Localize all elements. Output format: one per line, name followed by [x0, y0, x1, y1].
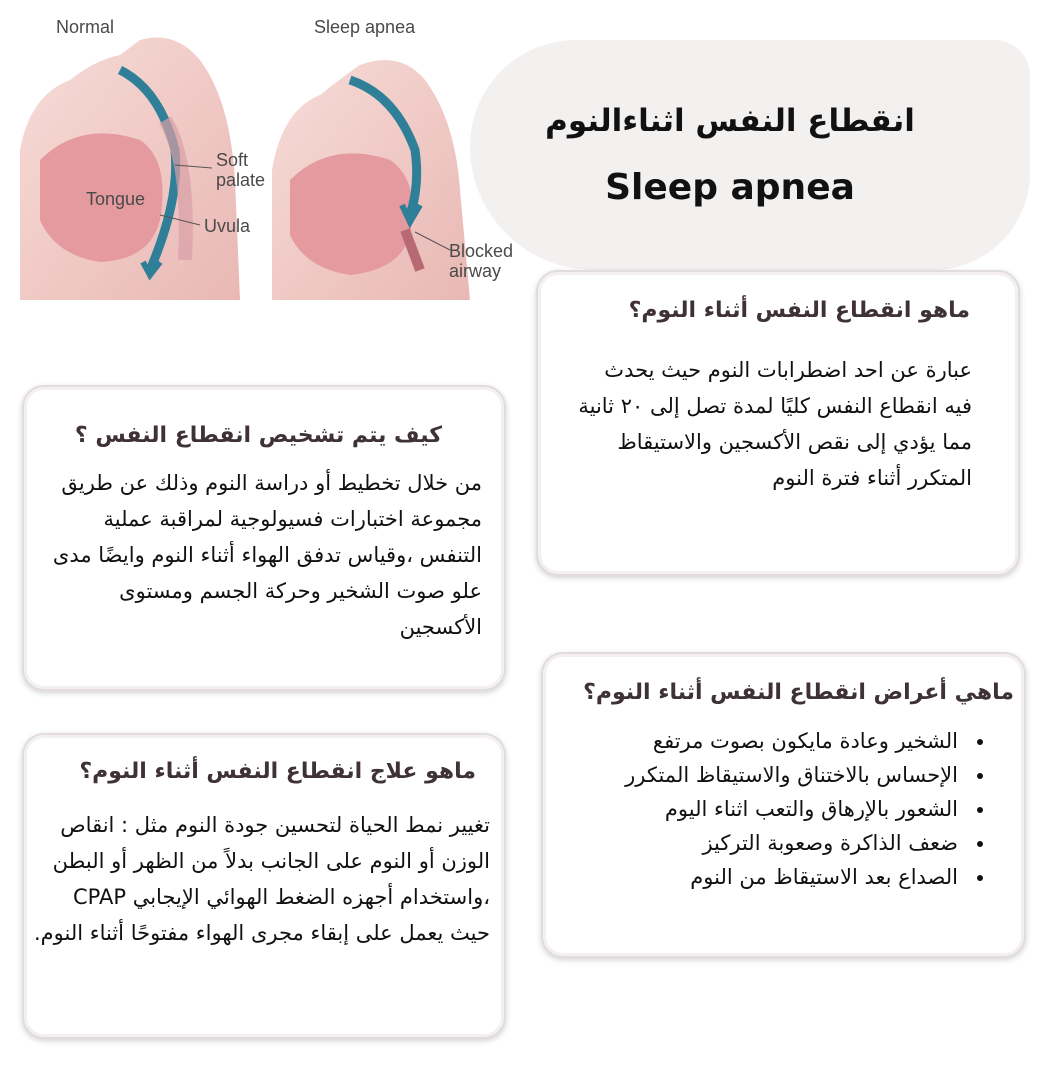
diagnosis-heading: كيف يتم تشخيص انقطاع النفس ؟ — [74, 423, 442, 448]
symptom-item: • الشخير وعادة مايكون بصوت مرتفع — [544, 724, 964, 758]
title-background-blob — [470, 40, 1030, 270]
symptom-item: • ضعف الذاكرة وصعوبة التركيز — [544, 826, 964, 860]
sleep-apnea-illustration — [0, 0, 540, 300]
what-is-card — [536, 270, 1020, 576]
symptom-item: • الشعور بالإرهاق والتعب اثناء اليوم — [544, 792, 964, 826]
tongue-label: Tongue — [86, 189, 146, 209]
blocked-airway-label-1: Blocked — [449, 241, 514, 261]
uvula-label: Uvula — [204, 216, 251, 236]
diagnosis-card — [22, 385, 506, 691]
symptoms-list — [544, 724, 990, 894]
what-is-body: عبارة عن احد اضطرابات النوم حيث يحدث فيه انقطاع النفس كليًا لمدة تصل إلى ٢٠ ثانية مما يؤدي إلى نقص الأكسجين والاستيقاظ المتكرر أثناء فترة النوم — [578, 358, 972, 490]
apnea-airway-diagram — [272, 60, 470, 300]
treatment-card — [22, 733, 506, 1039]
soft-palate-label-1: Soft — [216, 150, 249, 170]
symptom-item: • الصداع بعد الاستيقاظ من النوم — [544, 860, 964, 894]
soft-palate-label-2: palate — [216, 170, 266, 190]
normal-label: Normal — [56, 17, 115, 37]
treatment-body: تغيير نمط الحياة لتحسين جودة النوم مثل : انقاص الوزن أو النوم على الجانب بدلاً من الظهر أو البطن ،واستخدام أجهزه الضغط الهوائي الإيجابي CPAP حيث يعمل على إبقاء مجرى الهواء مفتوحًا أثناء النوم. — [33, 813, 490, 945]
symptoms-heading: ماهي أعراض انقطاع النفس أثناء النوم؟ — [583, 680, 1014, 705]
page-title-arabic: انقطاع النفس اثناءالنوم — [545, 103, 915, 139]
page-title-english: Sleep apnea — [605, 167, 855, 208]
what-is-heading: ماهو انقطاع النفس أثناء النوم؟ — [628, 298, 970, 323]
symptoms-card — [541, 652, 1026, 958]
diagnosis-body: من خلال تخطيط أو دراسة النوم وذلك عن طريق مجموعة اختبارات فسيولوجية لمراقبة عملية التنفس ،وقياس تدفق الهواء أثناء النوم وايضًا مدى علو صوت الشخير وحركة الجسم ومستوى الأكسجين — [52, 471, 482, 639]
treatment-heading: ماهو علاج انقطاع النفس أثناء النوم؟ — [79, 759, 476, 784]
blocked-airway-label-2: airway — [449, 261, 502, 281]
symptom-item: • الإحساس بالاختناق والاستيقاظ المتكرر — [544, 758, 964, 792]
apnea-label: Sleep apnea — [314, 17, 416, 37]
normal-airway-diagram — [20, 38, 240, 301]
